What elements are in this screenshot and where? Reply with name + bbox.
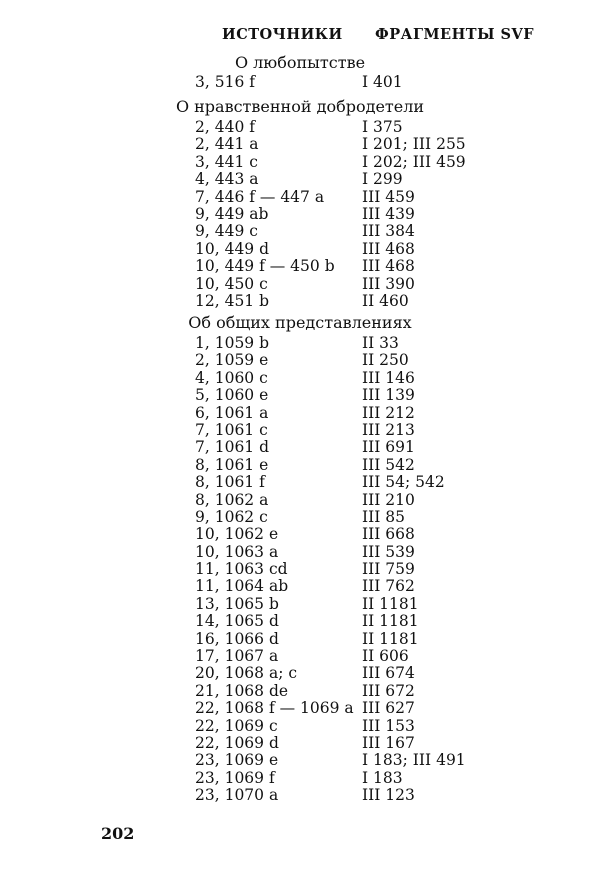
source-reference: 11, 1064 ab — [195, 577, 289, 596]
index-row — [0, 171, 600, 188]
index-row — [0, 578, 600, 595]
svf-fragment: III 468 — [362, 257, 415, 276]
index-row — [0, 405, 600, 422]
source-reference: 2, 1059 e — [195, 351, 269, 370]
svf-fragment: III 691 — [362, 438, 415, 457]
source-reference: 3, 441 c — [195, 152, 258, 171]
index-row — [0, 735, 600, 752]
source-reference: 10, 1063 a — [195, 542, 279, 561]
source-reference: 22, 1069 c — [195, 716, 278, 735]
svf-fragment: III 759 — [362, 560, 415, 579]
index-row — [0, 683, 600, 700]
source-reference: 4, 443 a — [195, 170, 259, 189]
source-reference: 9, 449 c — [195, 222, 258, 241]
index-row — [0, 352, 600, 369]
index-row — [0, 335, 600, 352]
section-rows — [0, 335, 600, 805]
index-row — [0, 189, 600, 206]
source-reference: 23, 1070 a — [195, 786, 279, 805]
section-title: О нравственной добродетели — [175, 97, 425, 116]
svf-fragment: III 212 — [362, 403, 415, 422]
svf-fragment: III 210 — [362, 490, 415, 509]
svf-fragment: I 299 — [362, 170, 403, 189]
source-reference: 8, 1062 a — [195, 490, 269, 509]
svf-fragment: III 153 — [362, 716, 415, 735]
section-title: О любопытстве — [234, 53, 366, 72]
source-reference: 1, 1059 b — [195, 334, 270, 352]
index-row — [0, 787, 600, 804]
svf-fragment: I 202; III 459 — [362, 152, 466, 171]
index-row — [0, 561, 600, 578]
page-number: 202 — [101, 824, 135, 843]
source-reference: 9, 1062 c — [195, 507, 268, 526]
source-reference: 16, 1066 d — [195, 629, 279, 648]
source-reference: 21, 1068 de — [195, 681, 289, 700]
source-reference: 5, 1060 e — [195, 386, 269, 405]
source-reference: 10, 449 f — 450 b — [195, 257, 335, 276]
svf-fragment: II 460 — [362, 291, 409, 310]
index-row — [0, 631, 600, 648]
index-row — [0, 457, 600, 474]
source-reference: 8, 1061 f — [195, 473, 265, 492]
svf-fragment: II 1181 — [362, 594, 419, 613]
source-reference: 2, 441 a — [195, 135, 259, 154]
source-reference: 10, 449 d — [195, 239, 270, 258]
source-reference: 12, 451 b — [195, 291, 270, 310]
svf-fragment: III 123 — [362, 786, 415, 805]
svf-fragment: III 674 — [362, 664, 415, 683]
svf-fragment: III 54; 542 — [362, 473, 445, 492]
source-reference: 8, 1061 e — [195, 455, 269, 474]
svf-fragment: III 167 — [362, 733, 415, 752]
index-row — [0, 370, 600, 387]
svf-fragment: III 542 — [362, 455, 415, 474]
index-row — [0, 387, 600, 404]
index-row — [0, 136, 600, 153]
svf-fragment: III 459 — [362, 187, 415, 206]
source-reference: 22, 1068 f — 1069 a — [195, 699, 354, 718]
source-reference: 3, 516 f — [195, 73, 255, 91]
source-reference: 2, 440 f — [195, 118, 255, 136]
svf-fragment: III 468 — [362, 239, 415, 258]
svf-fragment: I 183 — [362, 768, 403, 787]
running-header-left: ИСТОЧНИКИ — [222, 26, 343, 43]
source-reference: 22, 1069 d — [195, 733, 279, 752]
index-row — [0, 276, 600, 293]
source-reference: 10, 1062 e — [195, 525, 279, 544]
svf-fragment: III 390 — [362, 274, 415, 293]
source-reference: 7, 1061 c — [195, 420, 268, 439]
index-row — [0, 422, 600, 439]
svf-fragment: II 1181 — [362, 612, 419, 631]
source-reference: 10, 450 c — [195, 274, 268, 293]
index-row — [0, 509, 600, 526]
index-row — [0, 526, 600, 543]
svf-fragment: III 146 — [362, 368, 415, 387]
svf-fragment: III 627 — [362, 699, 415, 718]
svf-fragment: II 606 — [362, 647, 409, 666]
svf-fragment: I 375 — [362, 118, 403, 136]
svf-fragment: I 201; III 255 — [362, 135, 466, 154]
source-reference: 7, 446 f — 447 a — [195, 187, 325, 206]
svf-fragment: I 183; III 491 — [362, 751, 466, 770]
index-row — [0, 258, 600, 275]
svf-fragment: III 762 — [362, 577, 415, 596]
running-header-right: ФРАГМЕНТЫ SVF — [375, 26, 535, 43]
index-row — [0, 613, 600, 630]
source-reference: 23, 1069 f — [195, 768, 275, 787]
index-row — [0, 154, 600, 171]
source-reference: 14, 1065 d — [195, 612, 279, 631]
index-row — [0, 206, 600, 223]
index-row — [0, 752, 600, 769]
source-reference: 7, 1061 d — [195, 438, 270, 457]
index-row — [0, 293, 600, 310]
index-row — [0, 439, 600, 456]
index-row — [0, 596, 600, 613]
svf-fragment: III 85 — [362, 507, 406, 526]
index-row — [0, 223, 600, 240]
svf-fragment: III 668 — [362, 525, 415, 544]
source-reference: 20, 1068 a; c — [195, 664, 298, 683]
svf-fragment: II 33 — [362, 334, 399, 352]
source-reference: 23, 1069 e — [195, 751, 279, 770]
index-row — [0, 119, 600, 136]
source-reference: 13, 1065 b — [195, 594, 279, 613]
source-reference: 17, 1067 a — [195, 647, 279, 666]
index-row — [0, 474, 600, 491]
index-row — [0, 74, 600, 91]
svf-fragment: II 250 — [362, 351, 409, 370]
svf-fragment: III 384 — [362, 222, 415, 241]
section-rows — [0, 74, 600, 91]
index-row — [0, 648, 600, 665]
svf-fragment: III 439 — [362, 204, 415, 223]
svf-fragment: III 139 — [362, 386, 415, 405]
section-rows — [0, 119, 600, 310]
svf-fragment: I 401 — [362, 73, 403, 91]
index-row — [0, 700, 600, 717]
section-title: Об общих представлениях — [188, 313, 412, 332]
source-reference: 11, 1063 cd — [195, 560, 288, 579]
index-row — [0, 492, 600, 509]
source-reference: 9, 449 ab — [195, 204, 269, 223]
svf-fragment: III 539 — [362, 542, 415, 561]
source-reference: 6, 1061 a — [195, 403, 269, 422]
svf-fragment: III 213 — [362, 420, 415, 439]
svf-fragment: II 1181 — [362, 629, 419, 648]
index-row — [0, 544, 600, 561]
index-row — [0, 665, 600, 682]
index-row — [0, 770, 600, 787]
svf-fragment: III 672 — [362, 681, 415, 700]
source-reference: 4, 1060 c — [195, 368, 268, 387]
index-row — [0, 718, 600, 735]
index-row — [0, 241, 600, 258]
